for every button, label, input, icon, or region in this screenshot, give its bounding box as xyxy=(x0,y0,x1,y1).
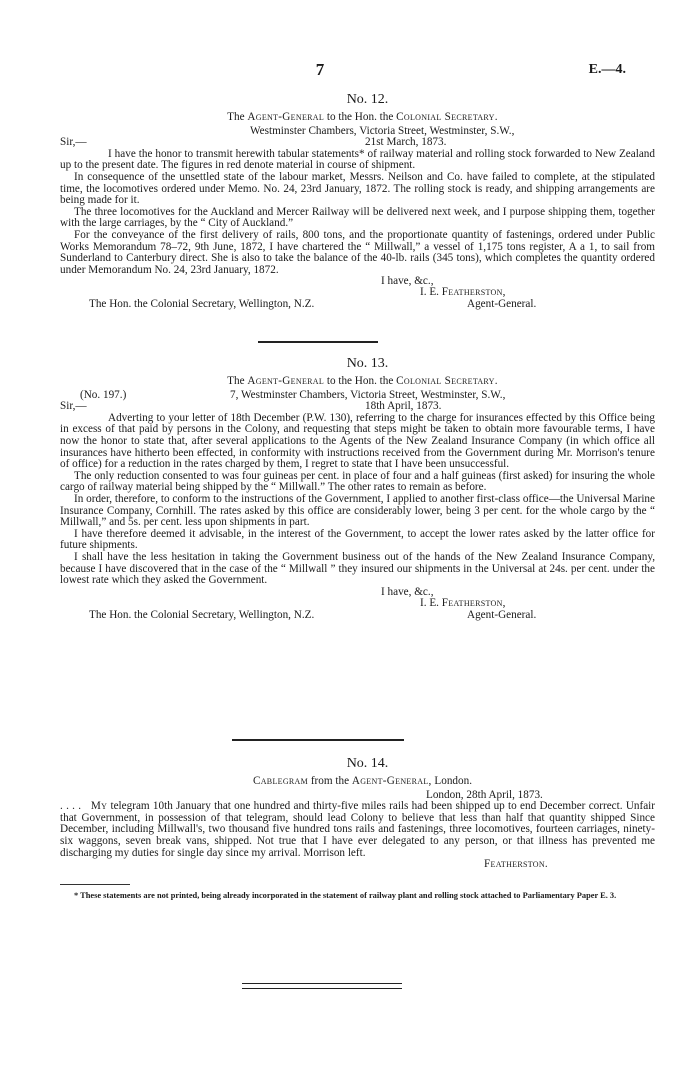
letter-13-from: Agent-General xyxy=(247,375,325,387)
letter-13-paragraph: The only reduction consented to was four guineas per cent. in place of four and a half guineas (first asked) for insuring the whole cargo of railway material being shipped by the “ Millwall.” The other rates to remain as before. xyxy=(60,469,655,494)
end-rule xyxy=(242,983,402,984)
letter-13-salutation-row xyxy=(60,401,655,413)
cablegram-no-14 xyxy=(60,756,655,871)
letter-13-paragraph: I shall have the less hesitation in taking the Government business out of the hands of the New Zealand Insurance Company, because I have discovered that in the case of the “ Millwall ” they insured our shipments in the Universal at 24s. per cent. under the lowest rate which they asked the Government. xyxy=(60,550,655,587)
letter-14-title: No. 14. xyxy=(346,756,389,771)
footnote-divider xyxy=(60,884,130,885)
letter-12-title: No. 12. xyxy=(346,92,389,107)
letter-13-address: 7, Westminster Chambers, Victoria Street, Westminster, S.W., xyxy=(230,388,506,401)
letter-12-closing: I have, &c., xyxy=(381,275,434,288)
letter-12-date: 21st March, 1873. xyxy=(365,136,447,149)
letter-13-paragraph: I have therefore deemed it advisable, in the interest of the Government, to accept the lower rates asked by the latter office for future shipments. xyxy=(60,527,655,552)
letter-no-13 xyxy=(60,356,655,623)
letter-13-address-row xyxy=(60,390,655,402)
letter-12-signer-title: Agent-General. xyxy=(467,298,537,311)
letter-13-salutation: Sir,— xyxy=(60,400,87,413)
letter-14-dateline: London, 28th April, 1873. xyxy=(426,788,543,801)
letter-13-signer: I. E. Featherston, xyxy=(420,596,506,609)
letter-no-12 xyxy=(60,92,655,312)
footnote: * These statements are not printed, being already incorporated in the statement of railway plant and rolling stock attached to Parliamentary Paper E. 3. xyxy=(74,891,617,900)
letter-12-signer: I. E. Featherston, xyxy=(420,286,506,299)
page-number: 7 xyxy=(315,60,325,79)
letter-14-dateline-row xyxy=(60,790,655,802)
section-divider xyxy=(258,341,378,343)
letter-13-recipient: The Hon. the Colonial Secretary, Wellington, N.Z. xyxy=(89,608,315,621)
letter-12-paragraph: In consequence of the unsettled state of the labour market, Messrs. Neilson and Co. have failed to complete, at the stipulated time, the locomotives ordered under Memo. No. 24, 23rd January, 1872. The rolling stock is ready, and shipping arrangements are being made for it. xyxy=(60,170,655,207)
letter-12-subheading: The Agent-General to the Hon. the Colonial Secretary. xyxy=(227,111,498,123)
letter-12-salutation: Sir,— xyxy=(60,136,87,149)
end-rule xyxy=(242,988,402,989)
letter-12-paragraph: I have the honor to transmit herewith tabular statements* of railway material and rolling stock forwarded to New Zealand up to the present date. The figures in red denote material in course of shipment. xyxy=(60,147,655,172)
letter-13-date: 18th April, 1873. xyxy=(365,400,442,413)
letter-13-paragraph: Adverting to your letter of 18th December (P.W. 130), referring to the charge for insurances effected by this Office being in excess of that paid by persons in the Colony, and requesting that steps might be taken to obtain more favourable terms, I have now the honor to state that, after several applications to the Agents of the New Zealand Insurance Company (in which office all insurances have hitherto been effected, in conformity with instructions received from the Government during Mr. Morrison's tenure of office) for a reduction in the rates charged by them, I regret to state that I have been unsuccessful. xyxy=(60,411,655,471)
letter-13-closing: I have, &c., xyxy=(381,585,434,598)
letter-12-salutation-row xyxy=(60,137,655,149)
letter-14-signer: Featherston. xyxy=(484,858,549,871)
letter-13-subheading: The Agent-General to the Hon. the Colonial Secretary. xyxy=(227,375,498,387)
letter-13-paragraph: In order, therefore, to conform to the instructions of the Government, I applied to another first-class office—the Universal Marine Insurance Company, Cornhill. The rates asked by this office are considerably lower, being 3 per cent. for the whole cargo by the “ Millwall,” and 5s. per cent. less upon shipments in part. xyxy=(60,492,655,529)
letter-12-signature-block xyxy=(60,276,655,312)
letter-13-title: No. 13. xyxy=(346,356,389,371)
letter-12-address: Westminster Chambers, Victoria Street, Westminster, S.W., xyxy=(250,124,515,137)
letter-12-from: Agent-General xyxy=(247,111,325,123)
letter-12-address-row xyxy=(60,126,655,138)
letter-12-paragraph: For the conveyance of the first delivery of rails, 800 tons, and the proportionate quantity of fastenings, ordered under Public Works Memorandum 78–72, 9th June, 1872, I have chartered the “ Millwall,” a vessel of 1,175 tons register, A a 1, to sail from Sunderland to Canterbury direct. She is also to take the balance of the 40-lb. rails (345 tons), which completes the quantity ordered under Memorandum No. 24, 23rd January, 1872. xyxy=(60,228,655,276)
section-divider xyxy=(232,739,404,741)
letter-14-signer-row xyxy=(60,859,655,871)
letter-13-signature-block xyxy=(60,587,655,623)
letter-14-subheading: Cablegram from the Agent-General, London. xyxy=(252,775,473,787)
letter-12-paragraph: The three locomotives for the Auckland and Mercer Railway will be delivered next week, and I purpose shipping them, together with the large carriages, by the “ City of Auckland.” xyxy=(60,205,655,230)
letter-12-recipient: The Hon. the Colonial Secretary, Wellington, N.Z. xyxy=(89,298,315,311)
letter-13-signer-title: Agent-General. xyxy=(467,608,537,621)
paper-reference: E.—4. xyxy=(588,62,626,77)
letter-13-number: (No. 197.) xyxy=(80,388,127,401)
letter-12-to: Colonial Secretary. xyxy=(396,111,498,123)
letter-13-to: Colonial Secretary. xyxy=(396,375,498,387)
letter-14-body: . . . . My telegram 10th January that one hundred and thirty-five miles rails had been shipped up to end December correct. Unfair that Government, in possession of that telegram, should lead Colony to believe that less than half that quantity shipped Since December, including Millwall's, two thousand five hundred tons rails and fastenings, three locomotives, fourteen carriages, ninety-six waggons, seven break vans, shipped. Not true that I have ever delegated to any person, or that illness has prevented me discharging my duties for single day since my arrival. Morrison left. xyxy=(60,800,656,859)
